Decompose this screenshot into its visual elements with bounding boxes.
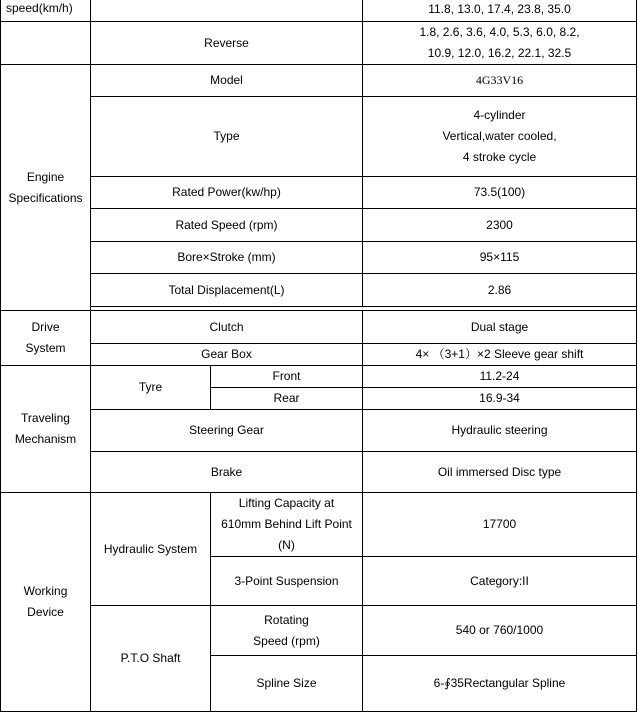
rotating-speed-label: Rotating Speed (rpm) <box>211 606 363 656</box>
table-row <box>1 65 637 97</box>
clutch-label: Clutch <box>91 311 363 344</box>
lifting-capacity-label: Lifting Capacity at 610mm Behind Lift Point (N) <box>211 493 363 557</box>
working-section-label: Working Device <box>1 493 91 712</box>
steering-gear-value: Hydraulic steering <box>363 410 637 452</box>
spline-size-value: 6-∮35Rectangular Spline <box>363 656 637 712</box>
gearbox-label: Gear Box <box>91 344 363 366</box>
table-row <box>1 274 637 307</box>
engine-section-label: Engine Specifications <box>1 65 91 311</box>
displacement-value: 2.86 <box>363 274 637 307</box>
clutch-value: Dual stage <box>363 311 637 344</box>
rated-speed-label: Rated Speed (rpm) <box>91 209 363 242</box>
speed-forward-value: 11.8, 13.0, 17.4, 23.8, 35.0 <box>363 0 637 22</box>
pto-shaft-label: P.T.O Shaft <box>91 606 211 712</box>
tyre-front-label: Front <box>211 366 363 388</box>
table-row <box>1 344 637 366</box>
table-row <box>1 493 637 557</box>
table-row <box>1 97 637 177</box>
type-value: 4-cylinder Vertical,water cooled, 4 stroke cycle <box>363 97 637 177</box>
brake-label: Brake <box>91 452 363 493</box>
bore-stroke-label: Bore×Stroke (mm) <box>91 242 363 274</box>
tyre-front-value: 11.2-24 <box>363 366 637 388</box>
reverse-label: Reverse <box>91 22 363 65</box>
tyre-rear-value: 16.9-34 <box>363 388 637 410</box>
suspension-value: Category:II <box>363 557 637 606</box>
steering-gear-label: Steering Gear <box>91 410 363 452</box>
drive-section-label: Drive System <box>1 311 91 366</box>
traveling-section-label: Traveling Mechanism <box>1 366 91 493</box>
rated-speed-value: 2300 <box>363 209 637 242</box>
table-row <box>1 0 637 22</box>
lifting-capacity-value: 17700 <box>363 493 637 557</box>
rated-power-label: Rated Power(kw/hp) <box>91 177 363 209</box>
table-row <box>1 22 637 65</box>
table-row <box>1 452 637 493</box>
tyre-label: Tyre <box>91 366 211 410</box>
displacement-label: Total Displacement(L) <box>91 274 363 307</box>
bore-stroke-value: 95×115 <box>363 242 637 274</box>
suspension-label: 3-Point Suspension <box>211 557 363 606</box>
table-row <box>1 177 637 209</box>
model-label: Model <box>91 65 363 97</box>
gearbox-value: 4× （3+1）×2 Sleeve gear shift <box>363 344 637 366</box>
hydraulic-system-label: Hydraulic System <box>91 493 211 606</box>
rated-power-value: 73.5(100) <box>363 177 637 209</box>
table-row <box>1 410 637 452</box>
table-row <box>1 366 637 388</box>
speed-label: speed(km/h) <box>1 0 91 22</box>
table-row <box>1 242 637 274</box>
rotating-speed-value: 540 or 760/1000 <box>363 606 637 656</box>
spline-size-label: Spline Size <box>211 656 363 712</box>
speed-forward-blank <box>91 0 363 22</box>
brake-value: Oil immersed Disc type <box>363 452 637 493</box>
table-row <box>1 311 637 344</box>
reverse-value: 1.8, 2.6, 3.6, 4.0, 5.3, 6.0, 8.2, 10.9, 12.0, 16.2, 22.1, 32.5 <box>363 22 637 65</box>
type-label: Type <box>91 97 363 177</box>
tyre-rear-label: Rear <box>211 388 363 410</box>
table-row <box>1 209 637 242</box>
model-value: 4G33V16 <box>363 65 637 97</box>
table-row <box>1 606 637 656</box>
speed-section-blank <box>1 22 91 65</box>
